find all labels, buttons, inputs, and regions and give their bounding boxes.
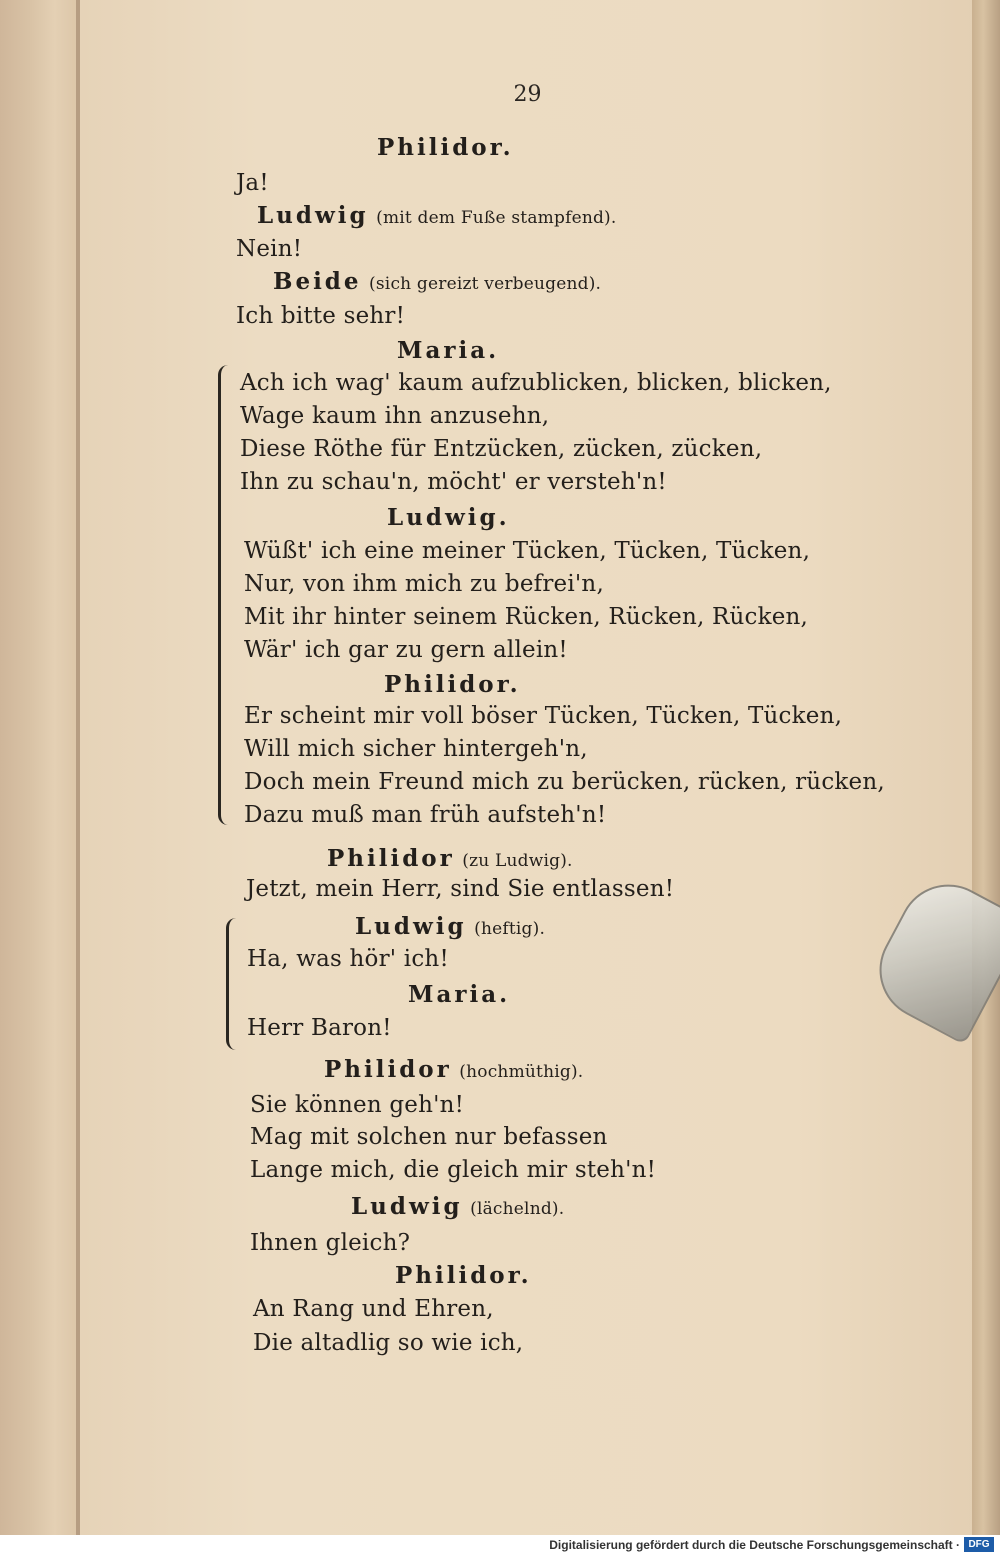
verse-line: An Rang und Ehren, <box>253 1296 494 1322</box>
verse-line: Wage kaum ihn anzusehn, <box>240 403 550 429</box>
verse-line: Ach ich wag' kaum aufzublicken, blicken, blicken, <box>240 370 832 396</box>
verse-line: Diese Röthe für Entzücken, zücken, zücken, <box>240 436 763 462</box>
speaker-name: Philidor. <box>377 134 514 161</box>
verse-line: Dazu muß man früh aufsteh'n! <box>244 802 607 828</box>
verse-line: Mit ihr hinter seinem Rücken, Rücken, Rücken, <box>244 604 809 630</box>
verse-line: Ihnen gleich? <box>250 1230 411 1256</box>
book-left-edge <box>0 0 78 1535</box>
speaker-line: Ludwig (mit dem Fuße stampfend). <box>257 202 617 229</box>
verse-line: Mag mit solchen nur befassen <box>250 1124 608 1150</box>
verse-line: Sie können geh'n! <box>250 1092 465 1118</box>
verse-line: Wüßt' ich eine meiner Tücken, Tücken, Tücken, <box>244 538 811 564</box>
speaker-name: Maria. <box>397 337 500 364</box>
stage-direction: (hochmüthig). <box>459 1062 584 1082</box>
book-right-edge <box>972 0 1000 1535</box>
book-page <box>80 0 975 1535</box>
verse-line: Ich bitte sehr! <box>236 303 406 329</box>
speaker-line: Philidor (hochmüthig). <box>324 1056 584 1083</box>
ensemble-brace <box>226 918 241 1050</box>
speaker-line: Ludwig (lächelnd). <box>351 1193 565 1220</box>
stage-direction: (mit dem Fuße stampfend). <box>376 208 617 228</box>
ensemble-brace <box>218 365 235 825</box>
speaker-name: Maria. <box>408 981 511 1008</box>
speaker-line: Philidor (zu Ludwig). <box>327 845 573 872</box>
speaker-line: Ludwig (heftig). <box>355 913 546 940</box>
verse-line: Ja! <box>236 170 269 196</box>
dfg-logo: DFG <box>964 1537 994 1552</box>
stage-direction: (zu Ludwig). <box>462 851 573 871</box>
verse-line: Nein! <box>236 236 303 262</box>
speaker-name: Ludwig. <box>387 504 510 531</box>
speaker-name: Philidor. <box>395 1262 532 1289</box>
verse-line: Die altadlig so wie ich, <box>253 1330 524 1356</box>
verse-line: Herr Baron! <box>247 1015 392 1041</box>
verse-line: Doch mein Freund mich zu berücken, rücken, rücken, <box>244 769 885 795</box>
verse-line: Ha, was hör' ich! <box>247 946 449 972</box>
footer-bar <box>0 1535 1000 1556</box>
speaker-line: Beide (sich gereizt verbeugend). <box>273 268 602 295</box>
stage-direction: (sich gereizt verbeugend). <box>369 274 602 294</box>
stage-direction: (lächelnd). <box>470 1199 565 1219</box>
verse-line: Will mich sicher hintergeh'n, <box>244 736 588 762</box>
verse-line: Lange mich, die gleich mir steh'n! <box>250 1157 657 1183</box>
verse-line: Wär' ich gar zu gern allein! <box>244 637 568 663</box>
verse-line: Ihn zu schau'n, möcht' er versteh'n! <box>240 469 667 495</box>
verse-line: Nur, von ihm mich zu befrei'n, <box>244 571 604 597</box>
speaker-name: Philidor. <box>384 671 521 698</box>
verse-line: Jetzt, mein Herr, sind Sie entlassen! <box>246 876 675 902</box>
funding-notice: Digitalisierung gefördert durch die Deutsche Forschungsgemeinschaft · <box>549 1538 960 1552</box>
stage-direction: (heftig). <box>474 919 546 939</box>
verse-line: Er scheint mir voll böser Tücken, Tücken, Tücken, <box>244 703 843 729</box>
page-number: 29 <box>513 82 542 107</box>
